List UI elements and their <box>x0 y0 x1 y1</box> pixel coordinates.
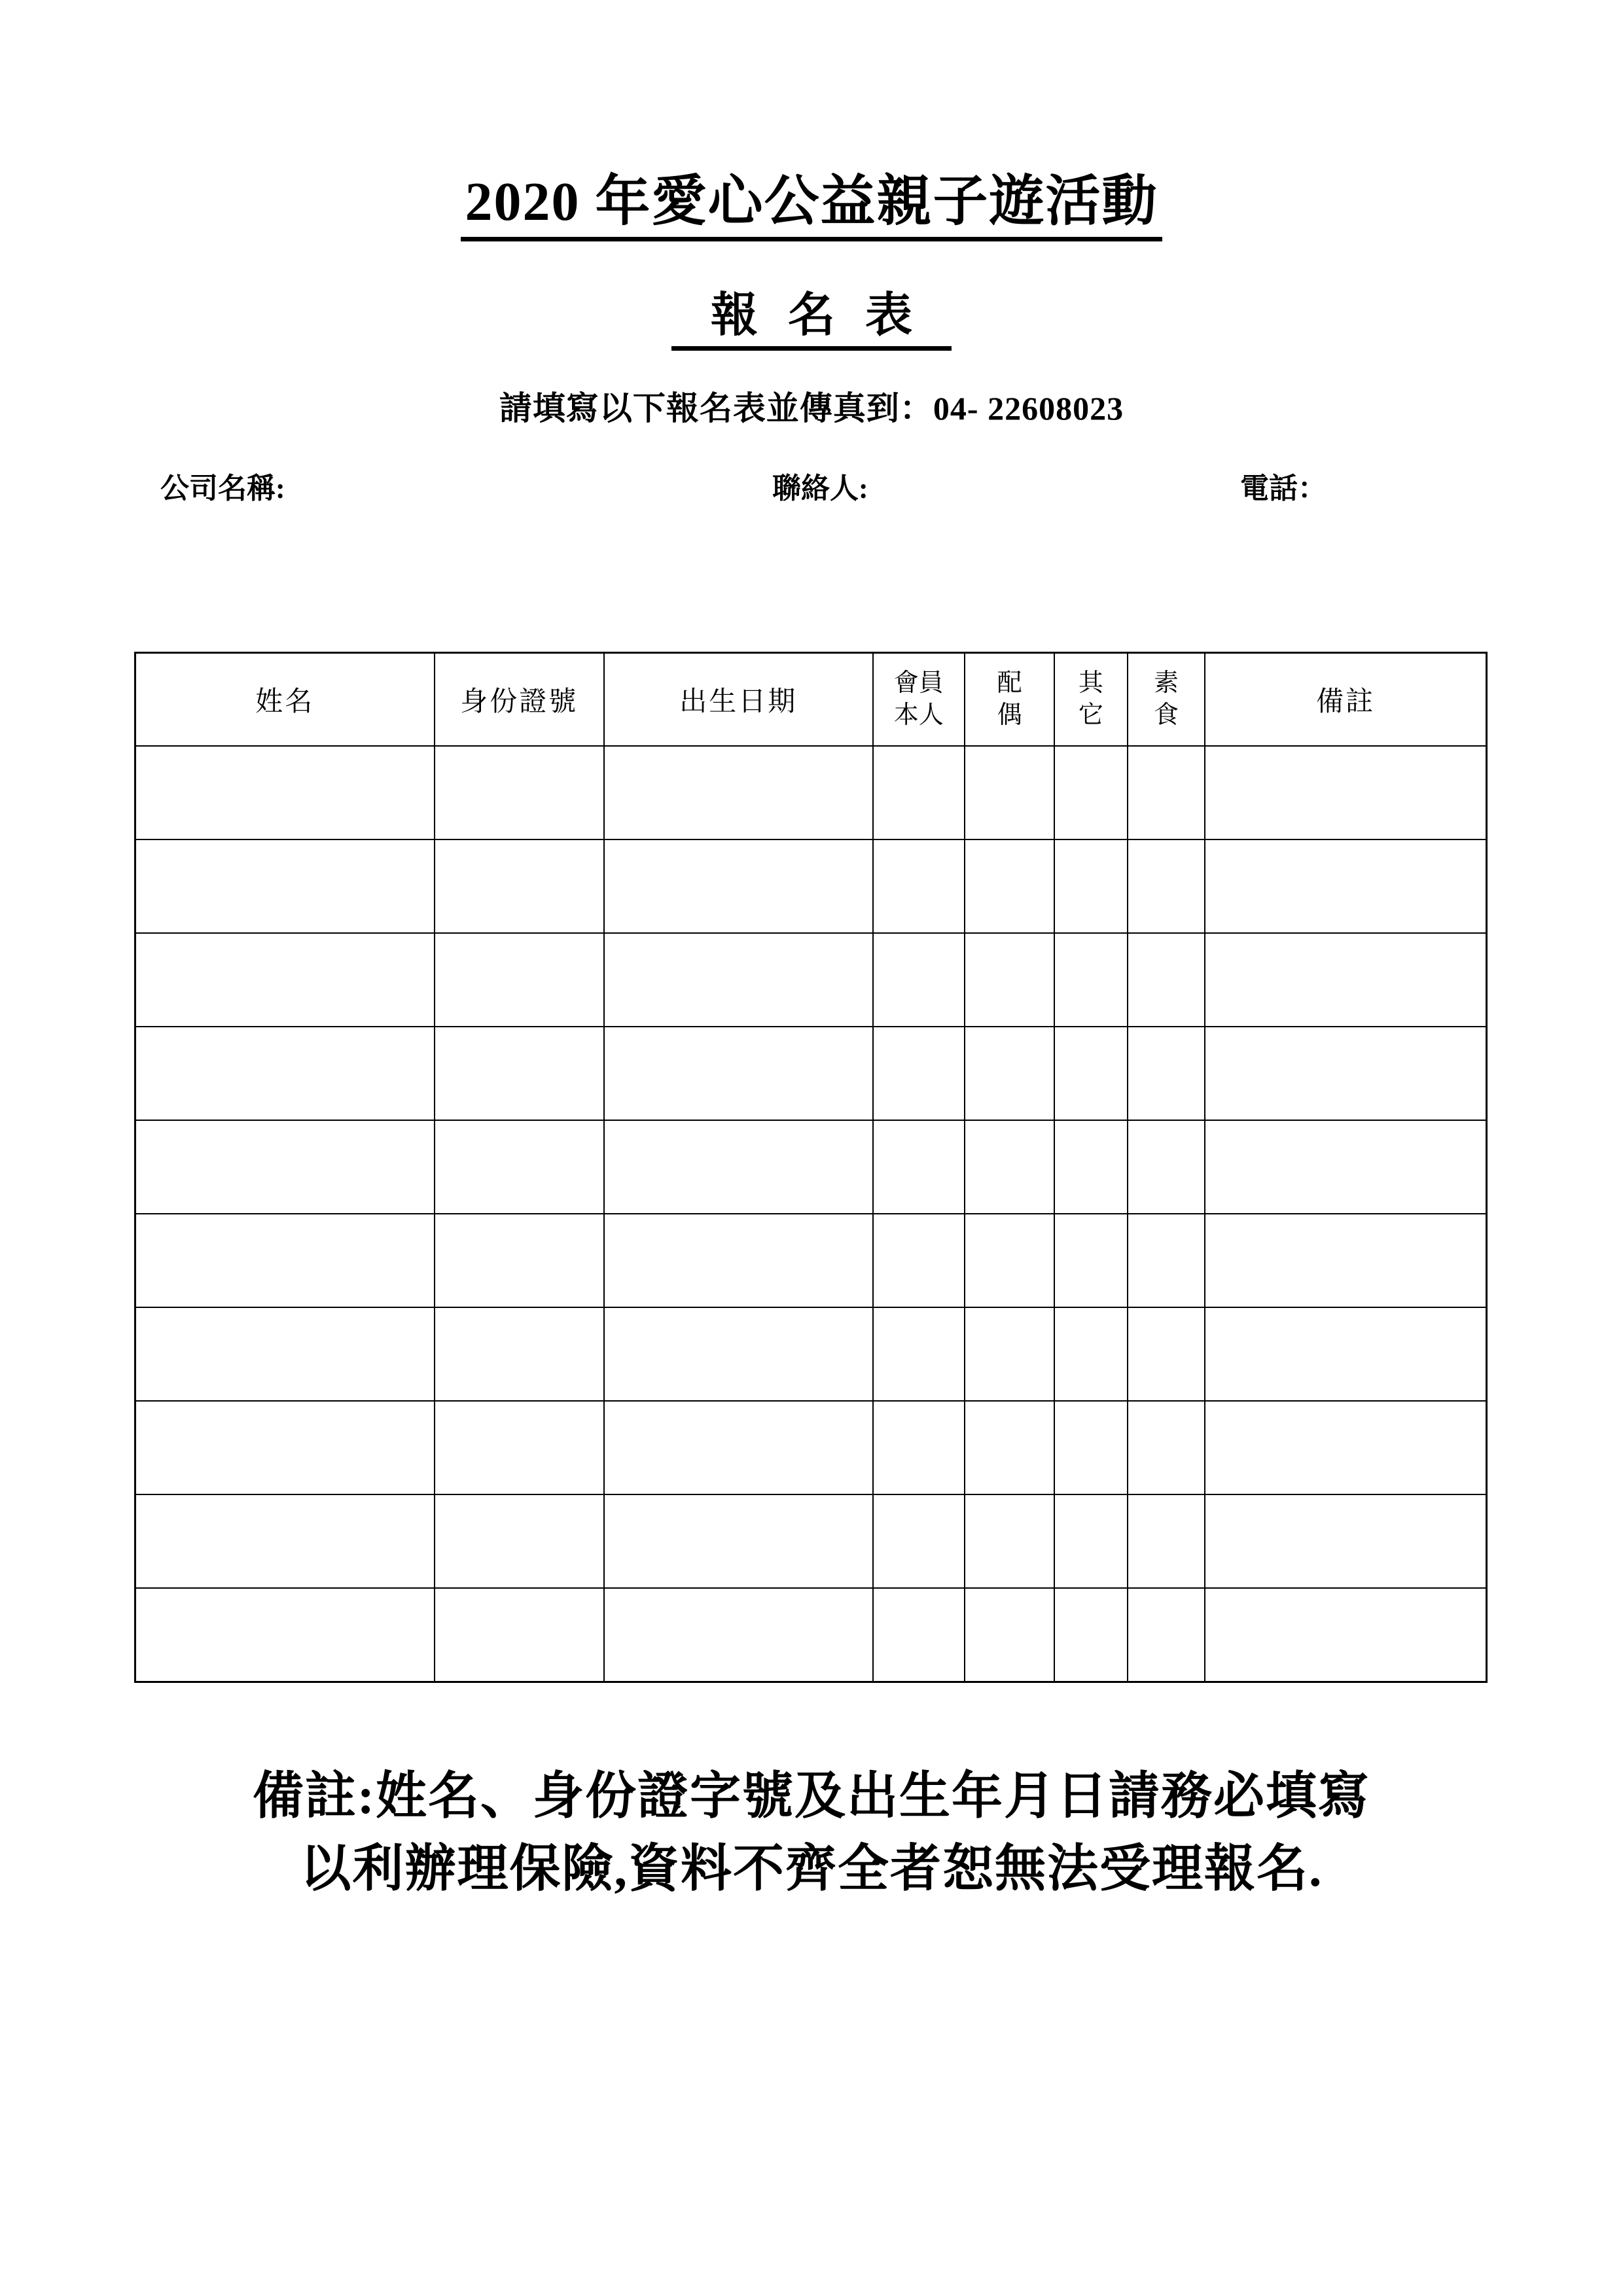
cell-name[interactable] <box>135 1214 435 1307</box>
cell-spouse[interactable] <box>965 1588 1054 1682</box>
column-header-id-number: 身份證號 <box>435 653 604 747</box>
table-row <box>135 1401 1487 1494</box>
table-row <box>135 1307 1487 1401</box>
cell-remark[interactable] <box>1205 933 1486 1027</box>
cell-member[interactable] <box>873 1588 965 1682</box>
cell-birth-date[interactable] <box>604 1120 873 1214</box>
column-header-name: 姓名 <box>135 653 435 747</box>
cell-id-number[interactable] <box>435 839 604 933</box>
column-header-member-line2: 本人 <box>893 701 944 729</box>
cell-birth-date[interactable] <box>604 746 873 839</box>
column-header-vegetarian <box>1128 653 1205 747</box>
cell-other[interactable] <box>1054 746 1127 839</box>
cell-vegetarian[interactable] <box>1128 839 1205 933</box>
cell-other[interactable] <box>1054 1307 1127 1401</box>
cell-member[interactable] <box>873 1307 965 1401</box>
cell-member[interactable] <box>873 1027 965 1120</box>
phone-label: 電話： <box>1240 472 1327 504</box>
cell-spouse[interactable] <box>965 1027 1054 1120</box>
cell-vegetarian[interactable] <box>1128 933 1205 1027</box>
cell-name[interactable] <box>135 1120 435 1214</box>
table-header-row <box>135 653 1487 747</box>
cell-vegetarian[interactable] <box>1128 1494 1205 1588</box>
table-row <box>135 1588 1487 1682</box>
cell-birth-date[interactable] <box>604 1494 873 1588</box>
cell-birth-date[interactable] <box>604 1401 873 1494</box>
table-row <box>135 933 1487 1027</box>
cell-vegetarian[interactable] <box>1128 746 1205 839</box>
column-header-other <box>1054 653 1127 747</box>
cell-remark[interactable] <box>1205 839 1486 933</box>
cell-birth-date[interactable] <box>604 1214 873 1307</box>
cell-vegetarian[interactable] <box>1128 1588 1205 1682</box>
cell-spouse[interactable] <box>965 1401 1054 1494</box>
table-row <box>135 1214 1487 1307</box>
cell-id-number[interactable] <box>435 1307 604 1401</box>
cell-name[interactable] <box>135 746 435 839</box>
cell-spouse[interactable] <box>965 933 1054 1027</box>
cell-name[interactable] <box>135 1494 435 1588</box>
cell-id-number[interactable] <box>435 1027 604 1120</box>
cell-member[interactable] <box>873 1214 965 1307</box>
column-header-vegetarian-line2: 食 <box>1153 701 1179 729</box>
cell-birth-date[interactable] <box>604 839 873 933</box>
cell-member[interactable] <box>873 746 965 839</box>
cell-other[interactable] <box>1054 839 1127 933</box>
form-field-row <box>0 465 1623 504</box>
cell-name[interactable] <box>135 1401 435 1494</box>
column-header-vegetarian-line1: 素 <box>1153 669 1179 698</box>
cell-other[interactable] <box>1054 1588 1127 1682</box>
table-row <box>135 839 1487 933</box>
cell-remark[interactable] <box>1205 1027 1486 1120</box>
column-header-other-line2: 它 <box>1078 701 1103 729</box>
cell-birth-date[interactable] <box>604 1027 873 1120</box>
cell-member[interactable] <box>873 839 965 933</box>
cell-id-number[interactable] <box>435 1588 604 1682</box>
registration-table <box>134 652 1488 1683</box>
cell-spouse[interactable] <box>965 1494 1054 1588</box>
cell-vegetarian[interactable] <box>1128 1214 1205 1307</box>
footer-note-line-2: 以利辦理保險,資料不齊全者恕無法受理報名. <box>300 1839 1323 1897</box>
company-name-label: 公司名稱: <box>160 472 285 504</box>
cell-remark[interactable] <box>1205 1120 1486 1214</box>
cell-member[interactable] <box>873 933 965 1027</box>
cell-spouse[interactable] <box>965 1120 1054 1214</box>
column-header-member <box>873 653 965 747</box>
cell-remark[interactable] <box>1205 1401 1486 1494</box>
cell-id-number[interactable] <box>435 746 604 839</box>
cell-birth-date[interactable] <box>604 933 873 1027</box>
cell-id-number[interactable] <box>435 1120 604 1214</box>
cell-vegetarian[interactable] <box>1128 1120 1205 1214</box>
cell-id-number[interactable] <box>435 1214 604 1307</box>
column-header-birth-date: 出生日期 <box>604 653 873 747</box>
cell-id-number[interactable] <box>435 1494 604 1588</box>
column-header-member-line1: 會員 <box>893 669 944 698</box>
table-row <box>135 1494 1487 1588</box>
cell-name[interactable] <box>135 1307 435 1401</box>
cell-member[interactable] <box>873 1401 965 1494</box>
cell-vegetarian[interactable] <box>1128 1307 1205 1401</box>
cell-remark[interactable] <box>1205 1588 1486 1682</box>
contact-person-label: 聯絡人: <box>772 472 868 504</box>
cell-id-number[interactable] <box>435 1401 604 1494</box>
cell-spouse[interactable] <box>965 746 1054 839</box>
page-subtitle <box>0 289 1623 351</box>
cell-member[interactable] <box>873 1120 965 1214</box>
cell-vegetarian[interactable] <box>1128 1027 1205 1120</box>
cell-other[interactable] <box>1054 1494 1127 1588</box>
table-row <box>135 746 1487 839</box>
cell-spouse[interactable] <box>965 1214 1054 1307</box>
cell-spouse[interactable] <box>965 1307 1054 1401</box>
cell-other[interactable] <box>1054 933 1127 1027</box>
cell-remark[interactable] <box>1205 1494 1486 1588</box>
cell-remark[interactable] <box>1205 746 1486 839</box>
column-header-spouse-line2: 偶 <box>997 701 1022 729</box>
cell-id-number[interactable] <box>435 933 604 1027</box>
cell-birth-date[interactable] <box>604 1588 873 1682</box>
column-header-remark: 備註 <box>1205 653 1486 747</box>
table-row <box>135 1027 1487 1120</box>
cell-birth-date[interactable] <box>604 1307 873 1401</box>
cell-name[interactable] <box>135 1588 435 1682</box>
cell-member[interactable] <box>873 1494 965 1588</box>
footer-note <box>0 1760 1623 1905</box>
fax-instruction: 請填寫以下報名表並傳真到：04- 22608023 <box>499 390 1124 427</box>
cell-spouse[interactable] <box>965 839 1054 933</box>
cell-other[interactable] <box>1054 1120 1127 1214</box>
page-title-text: 2020 年愛心公益親子遊活動 <box>461 171 1162 241</box>
column-header-spouse-line1: 配 <box>997 669 1022 698</box>
table-body <box>135 746 1487 1682</box>
column-header-other-line1: 其 <box>1078 669 1103 698</box>
cell-other[interactable] <box>1054 1401 1127 1494</box>
cell-other[interactable] <box>1054 1214 1127 1307</box>
page-title <box>0 171 1623 241</box>
column-header-spouse <box>965 653 1054 747</box>
cell-name[interactable] <box>135 839 435 933</box>
cell-other[interactable] <box>1054 1027 1127 1120</box>
cell-vegetarian[interactable] <box>1128 1401 1205 1494</box>
cell-name[interactable] <box>135 1027 435 1120</box>
cell-remark[interactable] <box>1205 1307 1486 1401</box>
cell-remark[interactable] <box>1205 1214 1486 1307</box>
footer-note-line-1: 備註:姓名、身份證字號及出生年月日請務必填寫 <box>253 1767 1370 1824</box>
table-row <box>135 1120 1487 1214</box>
page-subtitle-text: 報名表 <box>671 289 952 351</box>
cell-name[interactable] <box>135 933 435 1027</box>
table-header <box>135 653 1487 747</box>
